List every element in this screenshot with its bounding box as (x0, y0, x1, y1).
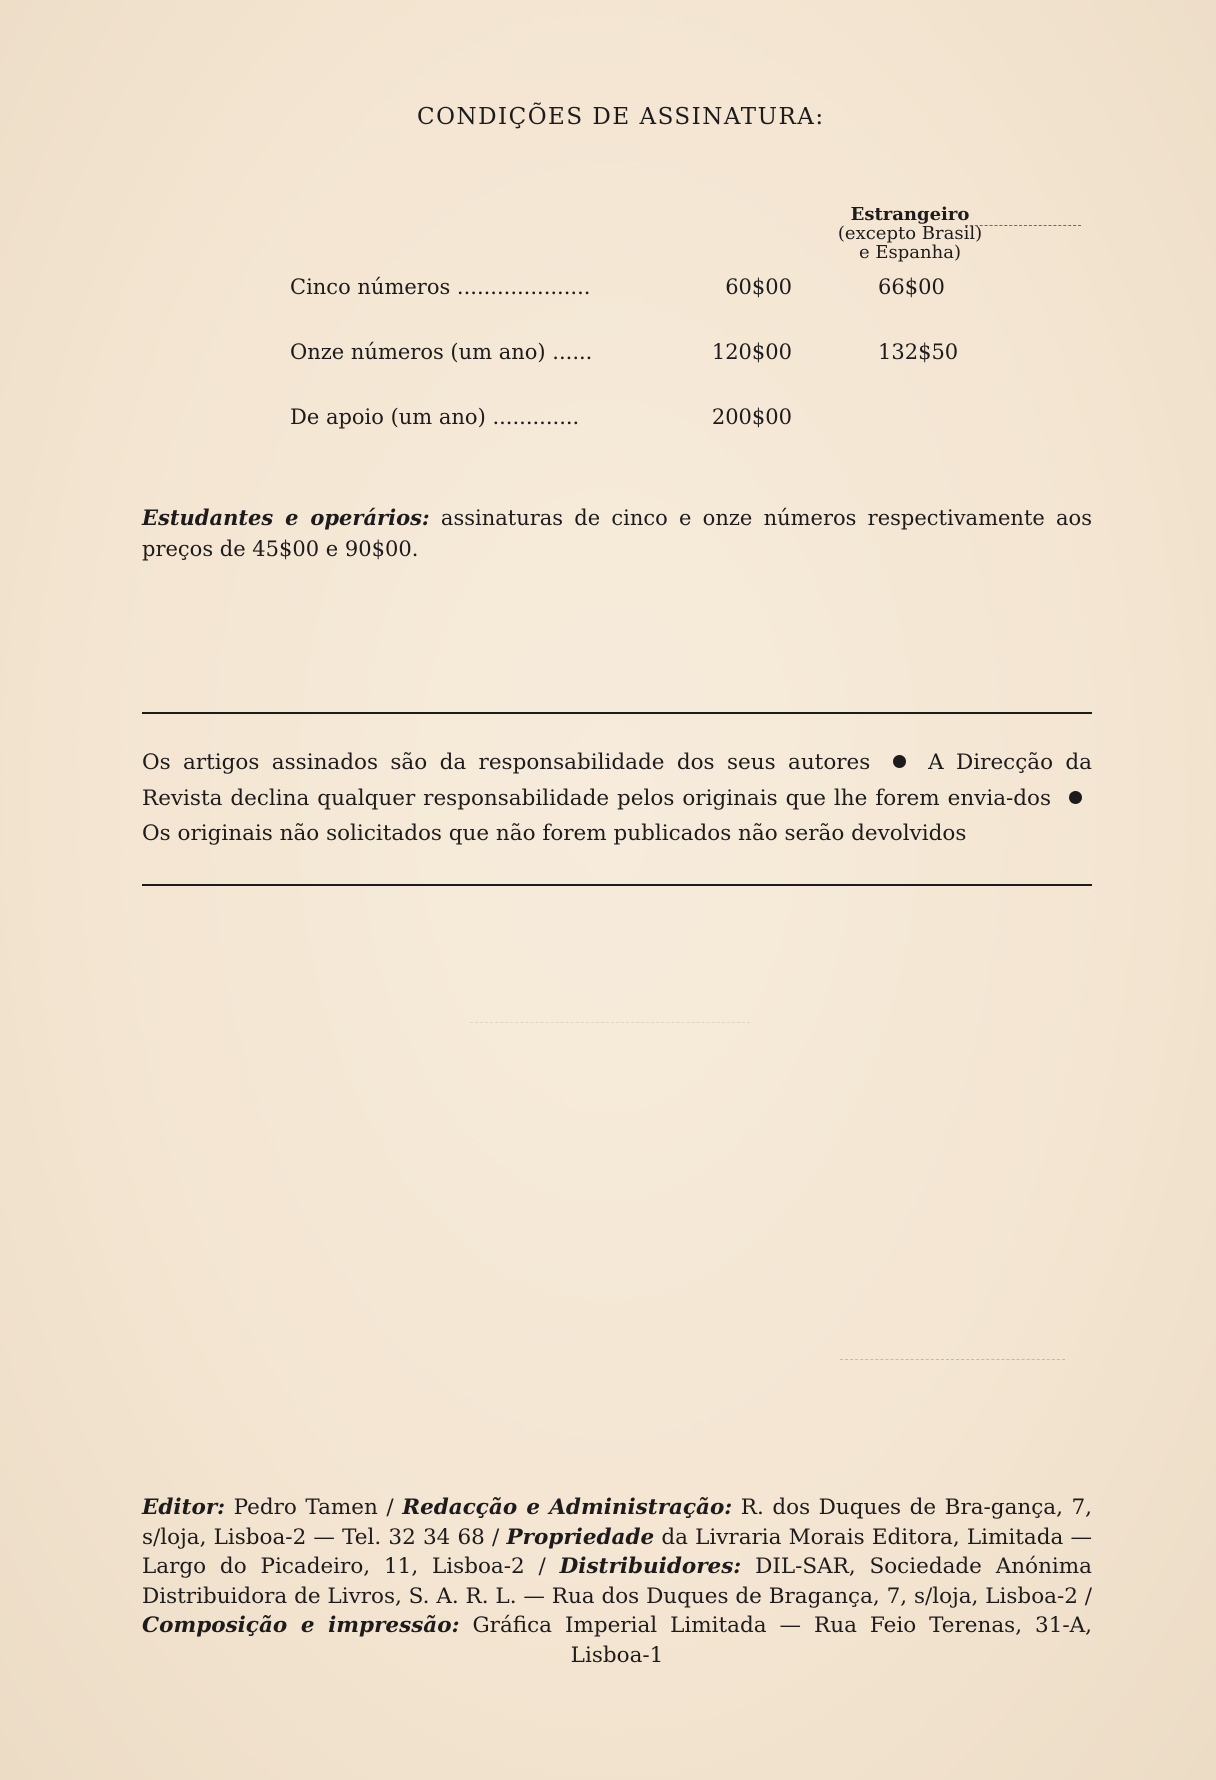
price-row (0, 275, 1216, 305)
credit-label: Redacção e Administração: (402, 1495, 733, 1520)
editor-credits (142, 1493, 1092, 1670)
price-row (0, 405, 1216, 435)
students-note-text: assinaturas de cinco e onze números respectivamente aos preços de 45$00 e 90$00. (142, 506, 1092, 561)
credit-text: Pedro Tamen / (233, 1495, 394, 1520)
foreign-column-header (810, 205, 1010, 262)
page-title: CONDIÇÕES DE ASSINATURA: (417, 104, 825, 130)
foreign-header-line1: Estrangeiro (850, 204, 970, 225)
price-foreign: 132$50 (878, 340, 959, 364)
price-row-label: Cinco números .................... (290, 275, 591, 299)
credit-text: Gráfica Imperial Limitada — Rua Feio Terenas, 31-A, Lisboa-1 (472, 1613, 1092, 1668)
credit-text: da Livraria Morais Editora, Limitada — Largo do Picadeiro, 11, Lisboa-2 / (142, 1524, 1092, 1579)
bullet-dot (893, 755, 906, 768)
disclaimer (142, 745, 1092, 852)
credit-text: DIL-SAR, Sociedade Anónima Distribuidora de Livros, S. A. R. L. — Rua dos Duques de Bragança, 7, s/loja, Lisboa-2 / (142, 1554, 1092, 1609)
disclaimer-part1: Os artigos assinados são da responsabilidade dos seus autores (142, 750, 871, 775)
price-foreign: 66$00 (878, 275, 945, 299)
decorative-dash-mark (965, 225, 1081, 226)
decorative-dash-mark (470, 1022, 750, 1023)
divider-top (142, 712, 1092, 714)
students-note-lead: Estudantes e operários: (142, 505, 430, 530)
price-row-label: De apoio (um ano) ............. (290, 405, 580, 429)
credit-label: Editor: (142, 1495, 226, 1520)
foreign-header-line3: e Espanha) (859, 242, 961, 263)
disclaimer-part2: A Direcção da Revista declina qualquer responsabilidade pelos originais que lhe forem envia-dos (142, 750, 1092, 811)
credit-label: Propriedade (506, 1524, 655, 1550)
disclaimer-part3: Os originais não solicitados que não forem publicados não serão devolvidos (142, 821, 967, 846)
price-portugal: 200$00 (711, 405, 792, 429)
price-row-label: Onze números (um ano) ...... (290, 340, 593, 364)
foreign-header-line2: (excepto Brasil) (837, 223, 983, 244)
decorative-dash-mark (840, 1359, 1065, 1360)
divider-bottom (142, 884, 1092, 886)
students-note (142, 502, 1092, 565)
credit-text: R. dos Duques de Bra-gança, 7, s/loja, Lisboa-2 — Tel. 32 34 68 / (142, 1495, 1092, 1550)
price-portugal: 60$00 (725, 275, 792, 299)
price-portugal: 120$00 (711, 340, 792, 364)
bullet-dot (1069, 791, 1082, 804)
price-row (0, 340, 1216, 370)
credit-label: Composição e impressão: (142, 1613, 460, 1638)
credit-label: Distribuidores: (559, 1554, 742, 1579)
